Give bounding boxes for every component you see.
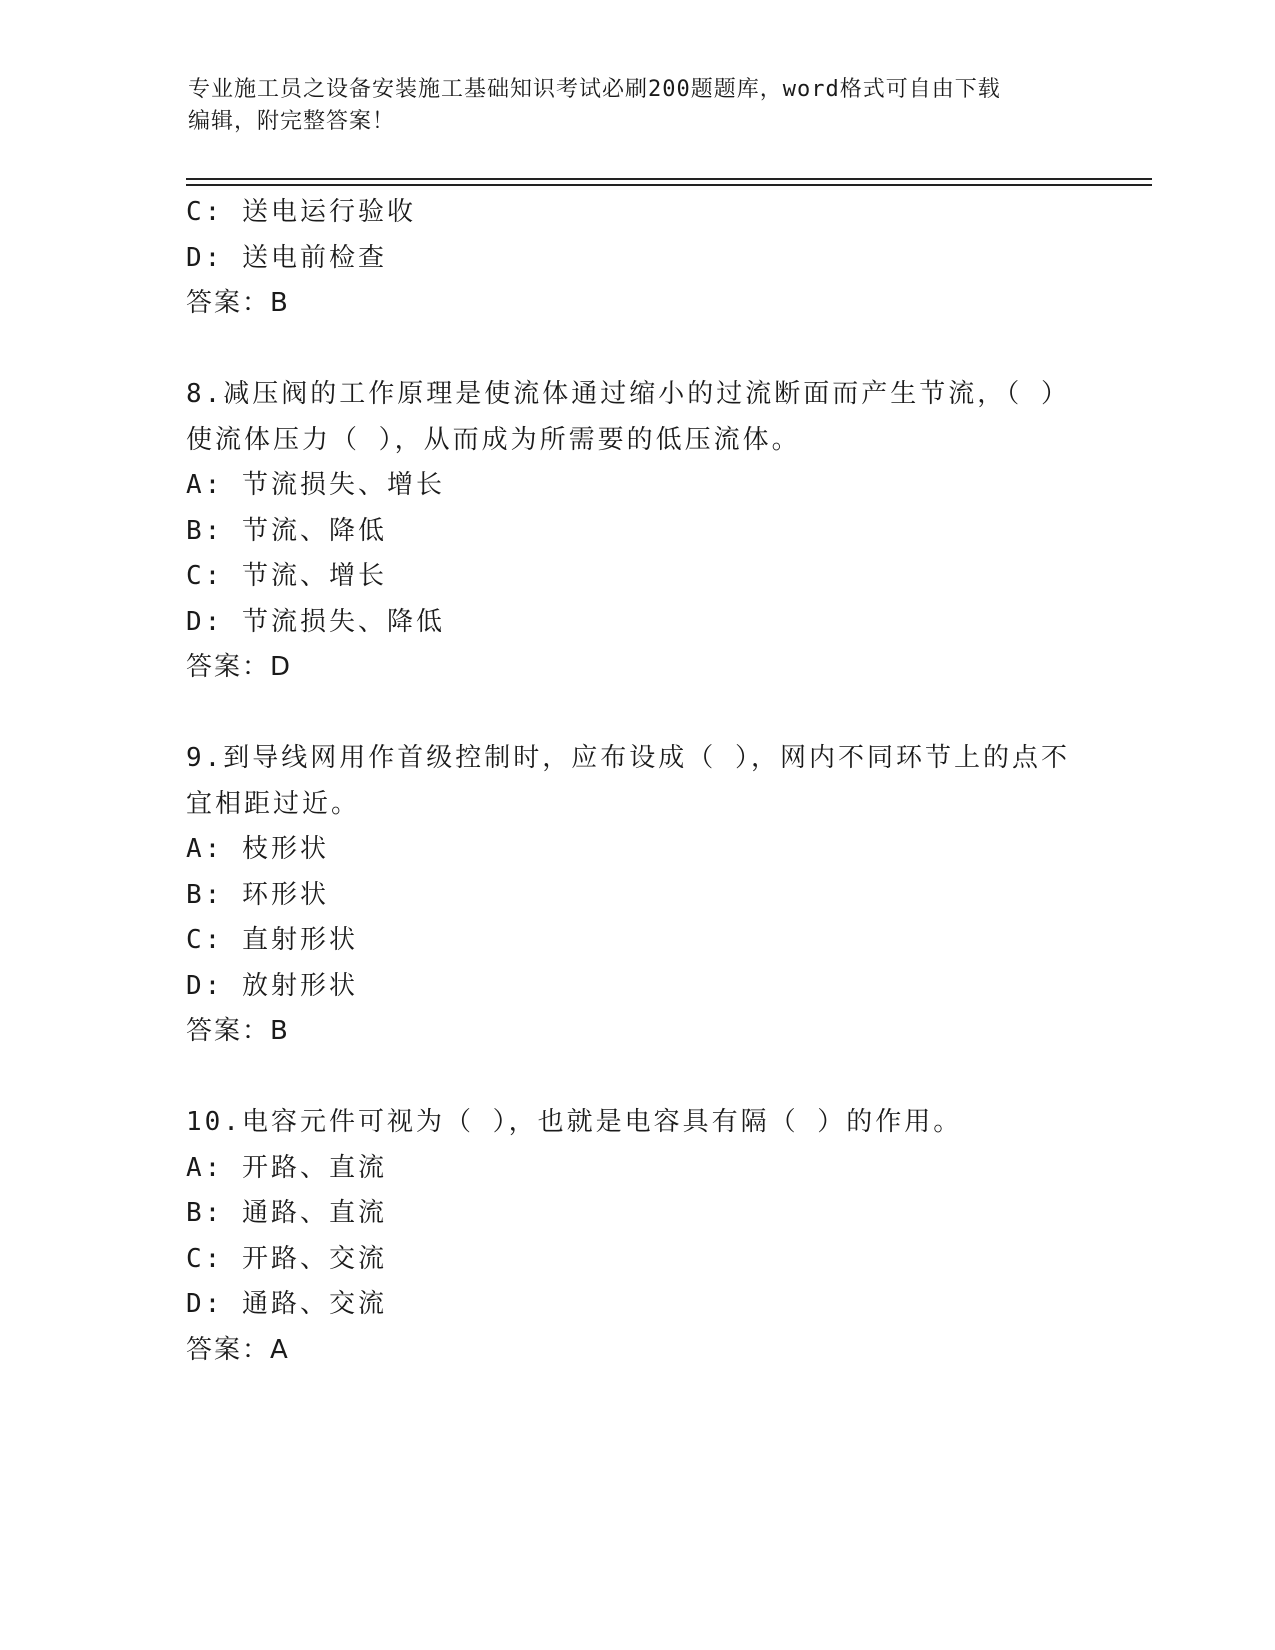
option-b: B: 通路、直流 xyxy=(186,1198,387,1228)
option-a: A: 开路、直流 xyxy=(186,1152,387,1183)
question-list xyxy=(186,190,1086,1373)
answer-line: 答案：D xyxy=(186,652,293,682)
question-stem: 9.到导线网用作首级控制时，应布设成（ ），网内不同环节上的点不 xyxy=(186,743,1070,773)
option-c: C: 开路、交流 xyxy=(186,1243,387,1274)
spacer xyxy=(186,1055,1086,1101)
option-d: D: 通路、交流 xyxy=(186,1289,387,1319)
option-d: D: 送电前检查 xyxy=(186,242,387,273)
option-a: A: 枝形状 xyxy=(186,834,329,864)
question-8 xyxy=(186,372,1086,691)
answer-line: 答案：A xyxy=(186,1334,290,1365)
header-line-1: 专业施工员之设备安装施工基础知识考试必刷200题题库，word格式可自由下载 xyxy=(188,77,1001,102)
spacer xyxy=(186,327,1086,373)
document-header xyxy=(188,74,1088,138)
option-c: C: 节流、增长 xyxy=(186,561,387,591)
option-d: D: 节流损失、降低 xyxy=(186,606,445,637)
header-line-2: 编辑，附完整答案！ xyxy=(188,109,396,134)
answer-line: 答案：B xyxy=(186,1016,290,1046)
header-divider-top xyxy=(186,178,1152,180)
option-c: C: 直射形状 xyxy=(186,925,358,955)
answer-line: 答案：B xyxy=(186,288,290,318)
option-a: A: 节流损失、增长 xyxy=(186,470,445,500)
header-divider-bottom xyxy=(186,184,1152,186)
question-10 xyxy=(186,1100,1086,1373)
question-7-continued xyxy=(186,190,1086,327)
option-d: D: 放射形状 xyxy=(186,970,358,1001)
question-stem: 8.减压阀的工作原理是使流体通过缩小的过流断面而产生节流，（ ） xyxy=(186,379,1070,409)
question-9 xyxy=(186,736,1086,1055)
question-stem: 使流体压力（ ），从而成为所需要的低压流体。 xyxy=(186,424,801,455)
question-stem: 宜相距过近。 xyxy=(186,788,361,819)
spacer xyxy=(186,691,1086,737)
question-stem: 10.电容元件可视为（ ），也就是电容具有隔（ ）的作用。 xyxy=(186,1107,963,1137)
option-b: B: 环形状 xyxy=(186,879,329,910)
option-c: C: 送电运行验收 xyxy=(186,197,416,227)
option-b: B: 节流、降低 xyxy=(186,515,387,546)
